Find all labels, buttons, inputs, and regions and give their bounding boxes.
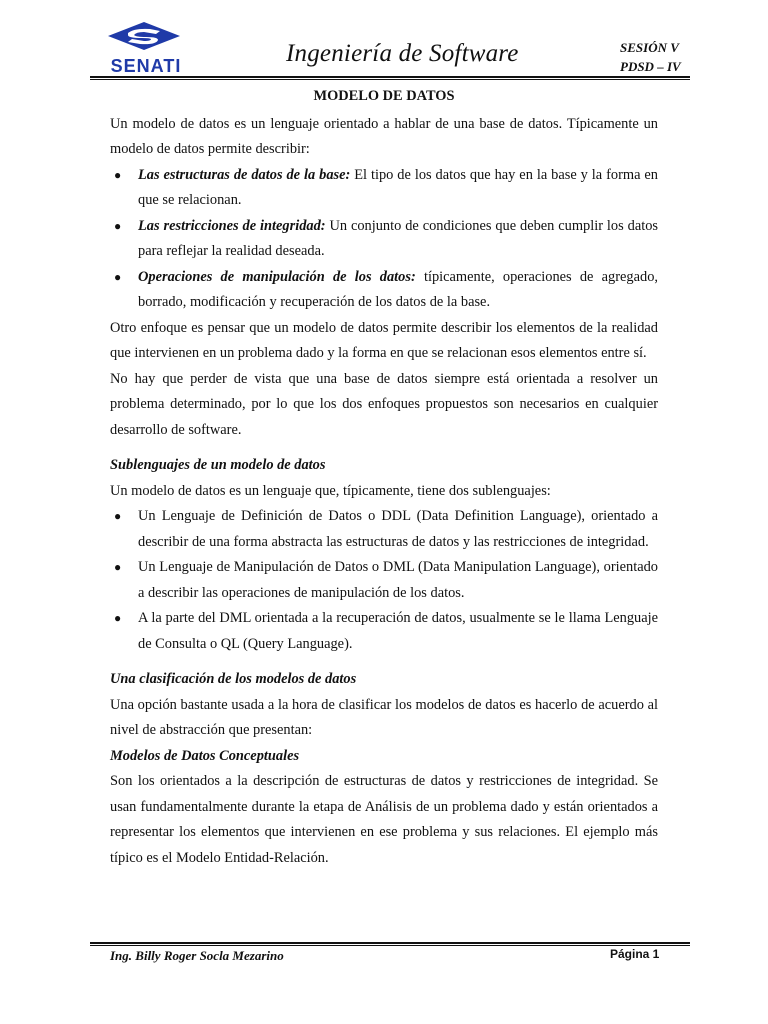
bullet-list-sublanguages [110, 504, 658, 657]
list-item [110, 606, 658, 657]
list-item-text: A la parte del DML orientada a la recuperación de datos, usualmente se le llama Lenguaje de Consulta o QL (Query Language). [138, 610, 658, 652]
list-item [110, 504, 658, 555]
intro-paragraph: Un modelo de datos es un lenguaje orientado a hablar de una base de datos. Típicamente un modelo de datos permite describir: [110, 115, 658, 157]
subheading-classification: Una clasificación de los modelos de datos [110, 671, 357, 687]
bullet-icon: ● [114, 560, 122, 574]
page-header [90, 18, 690, 78]
header-divider-thin [90, 79, 690, 80]
list-item-text: Un Lenguaje de Manipulación de Datos o DML (Data Manipulation Language), orientado a describir las operaciones de manipulación de los datos. [138, 559, 658, 601]
session-line-1: SESIÓN V [620, 40, 679, 55]
session-label [620, 38, 681, 76]
list-item [110, 555, 658, 606]
list-item-label: Las estructuras de datos de la base: [138, 166, 351, 183]
list-item [110, 163, 658, 214]
footer-divider-thin [90, 945, 690, 946]
bullet-icon: ● [114, 269, 122, 284]
paragraph-sublanguages: Un modelo de datos es un lenguaje que, típicamente, tiene dos sublenguajes: [110, 482, 551, 499]
list-item [110, 214, 658, 265]
bullet-icon: ● [114, 167, 122, 182]
bullet-icon: ● [114, 611, 122, 625]
footer-divider [90, 942, 690, 944]
header-divider [90, 76, 690, 78]
page-number: Página 1 [610, 947, 660, 961]
document-body [110, 84, 658, 871]
paragraph-perspective: No hay que perder de vista que una base de datos siempre está orientada a resolver un problema determinado, por lo que los dos enfoques propuestos son necesarios en cualquier desarrollo de software. [110, 370, 658, 438]
bullet-list-describe [110, 163, 658, 316]
section-title: MODELO DE DATOS [313, 88, 455, 104]
list-item-label: Las restricciones de integridad: [138, 217, 326, 234]
paragraph-other-approach: Otro enfoque es pensar que un modelo de datos permite describir los elementos de la realidad que intervienen en un problema dado y la forma en que se relacionan esos elementos entre sí. [110, 319, 658, 361]
document-title: Ingeniería de Software [286, 40, 519, 67]
bullet-icon: ● [114, 509, 122, 523]
logo-wordmark: SENATI [110, 56, 182, 76]
footer-author: Ing. Billy Roger Socla Mezarino [110, 948, 284, 963]
session-line-2: PDSD – IV [620, 59, 681, 74]
list-item-label: Operaciones de manipulación de los datos: [138, 268, 416, 285]
list-item-text: Un conjunto de condiciones que deben cumplir los datos para reflejar la realidad deseada. [138, 217, 658, 259]
subheading-sublanguages: Sublenguajes de un modelo de datos [110, 457, 326, 473]
list-item-text: Un Lenguaje de Definición de Datos o DDL (Data Definition Language), orientado a describir de una forma abstracta las estructuras de datos y las restricciones de integridad. [138, 508, 658, 550]
subheading-conceptual-models: Modelos de Datos Conceptuales [110, 747, 300, 764]
paragraph-classification: Una opción bastante usada a la hora de clasificar los modelos de datos es hacerlo de acuerdo al nivel de abstracción que presentan: [110, 696, 658, 738]
list-item-text: El tipo de los datos que hay en la base y la forma en que se relacionan. [138, 166, 658, 208]
bullet-icon: ● [114, 218, 122, 233]
list-item-text: típicamente, operaciones de agregado, borrado, modificación y recuperación de los datos de la base. [138, 268, 658, 310]
list-item [110, 265, 658, 316]
paragraph-conceptual-models: Son los orientados a la descripción de estructuras de datos y restricciones de integridad. Se usan fundamentalmente durante la etapa de Análisis de un problema dado y están orientados a representar los elementos que intervienen en ese problema y sus relaciones. El ejemplo más típico es el Modelo Entidad-Relación. [110, 773, 658, 866]
